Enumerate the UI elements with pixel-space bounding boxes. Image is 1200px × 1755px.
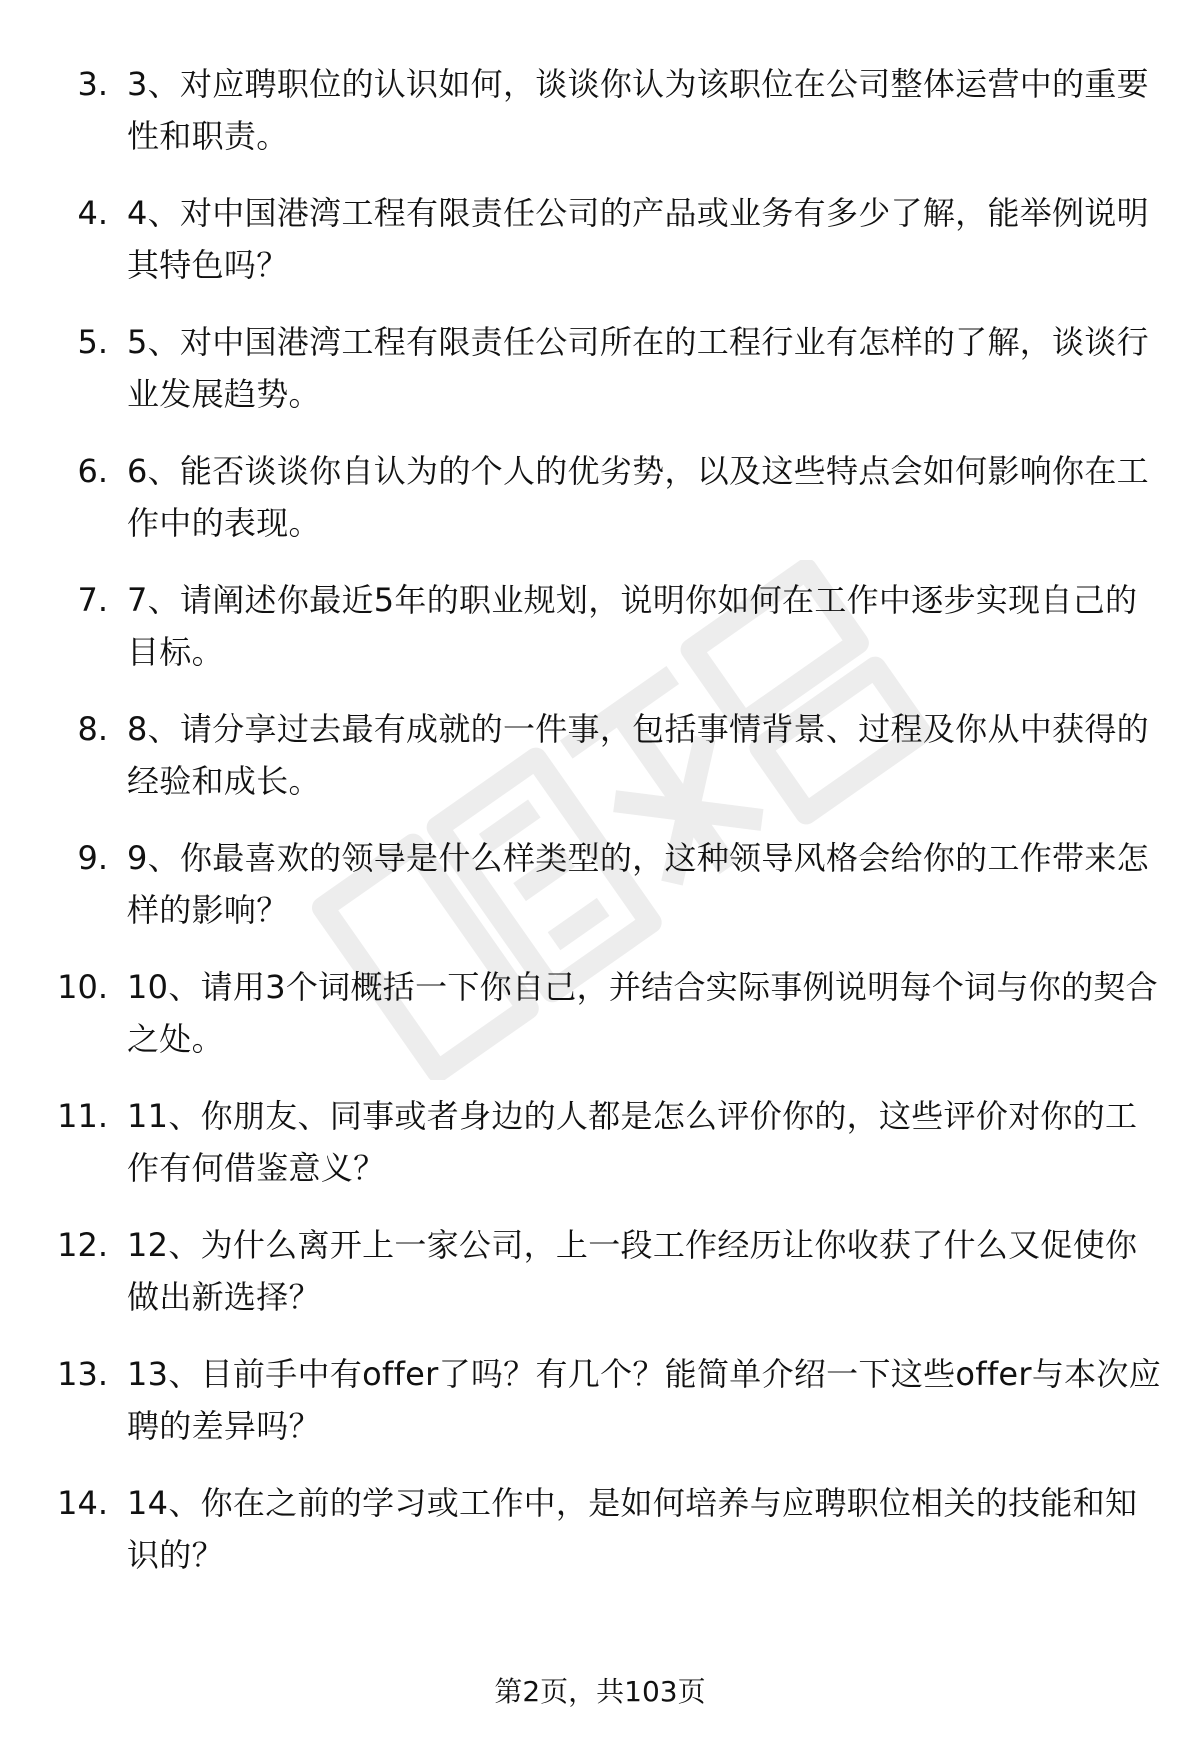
item-number: 9. — [77, 839, 108, 877]
item-text: 10、请用3个词概括一下你自己，并结合实际事例说明每个词与你的契合之处。 — [127, 968, 1158, 1058]
list-item — [0, 574, 1200, 703]
item-text: 13、目前手中有offer了吗？有几个？能简单介绍一下这些offer与本次应聘的差异吗？ — [127, 1355, 1162, 1445]
item-number: 11. — [57, 1097, 108, 1135]
list-item — [0, 187, 1200, 316]
item-text: 11、你朋友、同事或者身边的人都是怎么评价你的，这些评价对你的工作有何借鉴意义？ — [127, 1097, 1138, 1187]
item-number: 6. — [77, 452, 108, 490]
list-item — [0, 316, 1200, 445]
item-number: 7. — [77, 581, 108, 619]
list-item — [0, 961, 1200, 1090]
item-number: 3. — [77, 65, 108, 103]
list-item — [0, 1090, 1200, 1219]
item-number: 4. — [77, 194, 108, 232]
item-text: 9、你最喜欢的领导是什么样类型的，这种领导风格会给你的工作带来怎样的影响？ — [127, 839, 1149, 929]
item-text: 8、请分享过去最有成就的一件事，包括事情背景、过程及你从中获得的经验和成长。 — [127, 710, 1149, 800]
item-text: 7、请阐述你最近5年的职业规划，说明你如何在工作中逐步实现自己的目标。 — [127, 581, 1138, 671]
item-text: 14、你在之前的学习或工作中，是如何培养与应聘职位相关的技能和知识的？ — [127, 1484, 1138, 1574]
list-item — [0, 703, 1200, 832]
item-number: 8. — [77, 710, 108, 748]
item-text: 4、对中国港湾工程有限责任公司的产品或业务有多少了解，能举例说明其特色吗？ — [127, 194, 1149, 284]
list-item — [0, 1477, 1200, 1606]
item-text: 5、对中国港湾工程有限责任公司所在的工程行业有怎样的了解，谈谈行业发展趋势。 — [127, 323, 1149, 413]
item-number: 10. — [57, 968, 108, 1006]
item-number: 5. — [77, 323, 108, 361]
list-item — [0, 832, 1200, 961]
item-number: 12. — [57, 1226, 108, 1264]
item-number: 14. — [57, 1484, 108, 1522]
list-item — [0, 58, 1200, 187]
question-list — [0, 58, 1200, 1606]
item-text: 3、对应聘职位的认识如何，谈谈你认为该职位在公司整体运营中的重要性和职责。 — [127, 65, 1149, 155]
list-item — [0, 1348, 1200, 1477]
list-item — [0, 445, 1200, 574]
item-text: 6、能否谈谈你自认为的个人的优劣势，以及这些特点会如何影响你在工作中的表现。 — [127, 452, 1149, 542]
item-number: 13. — [57, 1355, 108, 1393]
list-item — [0, 1219, 1200, 1348]
item-text: 12、为什么离开上一家公司，上一段工作经历让你收获了什么又促使你做出新选择？ — [127, 1226, 1138, 1316]
page-footer: 第2页，共103页 — [494, 1675, 706, 1708]
